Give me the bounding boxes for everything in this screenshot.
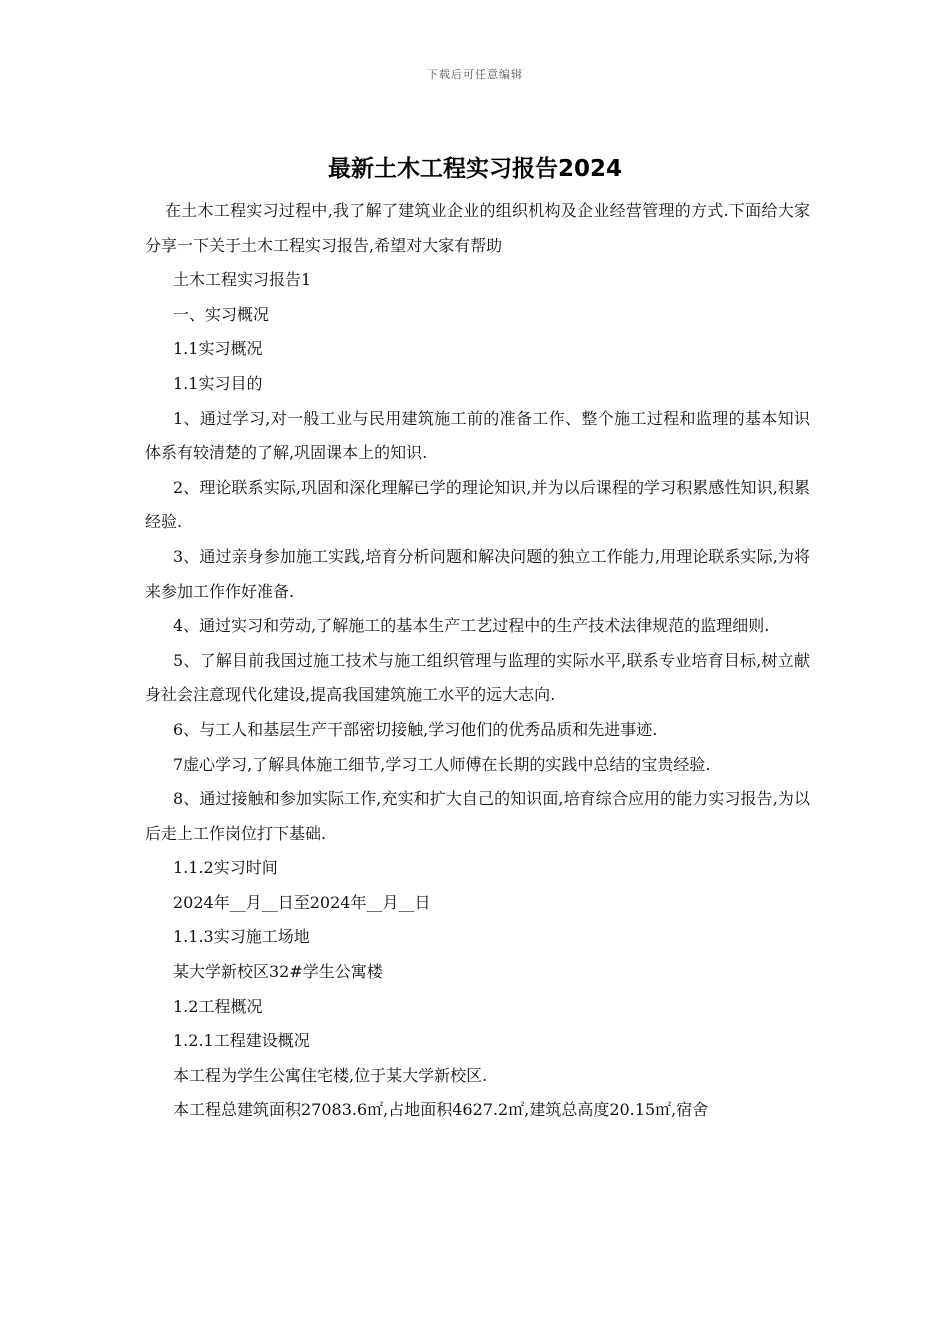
paragraph-intro: 在土木工程实习过程中,我了解了建筑业企业的组织机构及企业经营管理的方式.下面给大家分享一下关于土木工程实习报告,希望对大家有帮助 — [145, 201, 810, 255]
paragraph: 8、通过接触和参加实际工作,充实和扩大自己的知识面,培育综合应用的能力实习报告,为以后走上工作岗位打下基础. — [145, 789, 810, 843]
paragraph: 5、了解目前我国过施工技术与施工组织管理与监理的实际水平,联系专业培育目标,树立献身社会注意现代化建设,提高我国建筑施工水平的远大志向. — [145, 650, 810, 705]
section-heading-report: 土木工程实习报告1 — [173, 270, 312, 290]
paragraph: 1、通过学习,对一般工业与民用建筑施工前的准备工作、整个施工过程和监理的基本知识体系有较清楚的了解,巩固课本上的知识. — [145, 408, 810, 463]
paragraph: 2、理论联系实际,巩固和深化理解已学的理论知识,并为以后课程的学习积累感性知识,积累经验. — [145, 477, 810, 532]
paragraph: 6、与工人和基层生产干部密切接触,学习他们的优秀品质和先进事迹. — [173, 719, 658, 739]
header-note: 下载后可任意编辑 — [427, 68, 523, 81]
subsection-heading: 1.1.3实习施工场地 — [173, 927, 310, 947]
subsection-heading: 1.1实习概况 — [173, 339, 263, 359]
subsection-heading: 1.1实习目的 — [173, 373, 263, 393]
paragraph: 2024年__月__日至2024年__月__日 — [173, 892, 431, 912]
paragraph: 3、通过亲身参加施工实践,培育分析问题和解决问题的独立工作能力,用理论联系实际,为将来参加工作作好准备. — [145, 546, 810, 601]
paragraph: 4、通过实习和劳动,了解施工的基本生产工艺过程中的生产技术法律规范的监理细则. — [173, 616, 770, 636]
paragraph: 7虚心学习,了解具体施工细节,学习工人师傅在长期的实践中总结的宝贵经验. — [173, 754, 711, 774]
paragraph: 某大学新校区32#学生公寓楼 — [173, 962, 383, 982]
subsection-heading: 1.2.1工程建设概况 — [173, 1031, 310, 1051]
document-body — [145, 194, 810, 1128]
paragraph: 本工程总建筑面积27083.6㎡,占地面积4627.2㎡,建筑总高度20.15㎡,宿舍 — [173, 1100, 709, 1120]
subsection-heading: 1.2工程概况 — [173, 996, 263, 1016]
document-title: 最新土木工程实习报告2024 — [327, 156, 622, 182]
section-heading: 一、实习概况 — [173, 304, 270, 324]
paragraph: 本工程为学生公寓住宅楼,位于某大学新校区. — [173, 1065, 488, 1085]
subsection-heading: 1.1.2实习时间 — [173, 858, 278, 878]
